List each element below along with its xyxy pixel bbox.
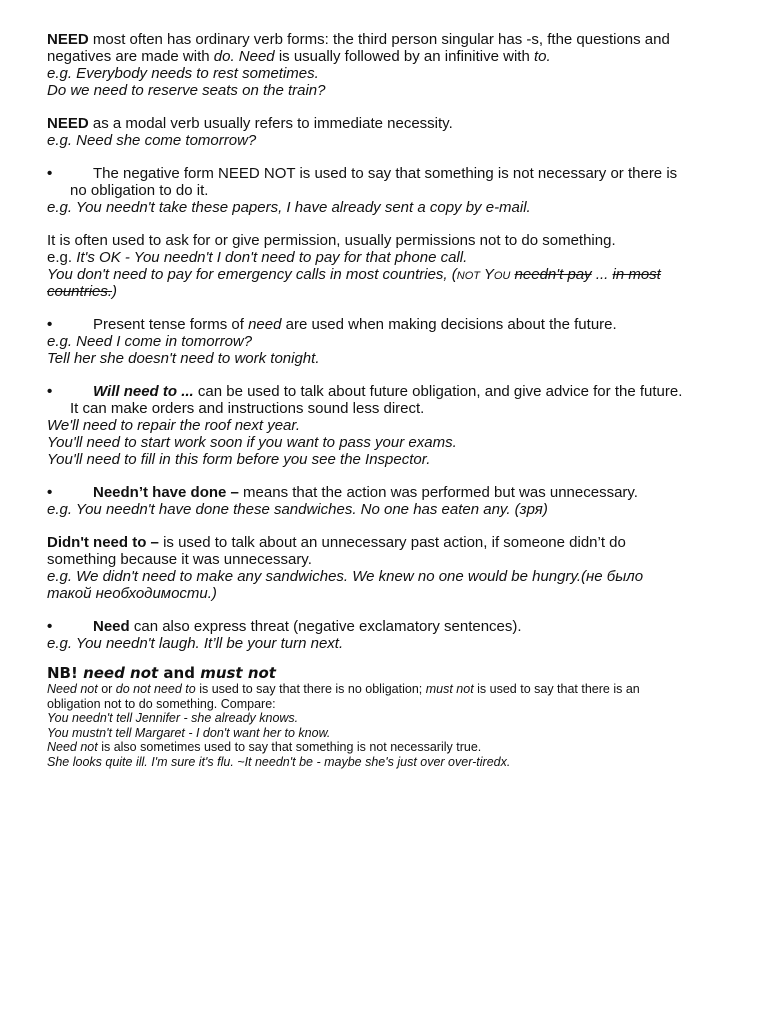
example-line xyxy=(47,283,707,300)
italic-text: Need not xyxy=(47,740,98,754)
bullet-item-need-not xyxy=(47,165,707,199)
example-line: She looks quite ill. I'm sure it's flu. ~It needn't be - maybe she's just over over-tiredx. xyxy=(47,754,511,769)
text: The negative form NEED NOT is used to say that something is not necessary or there is xyxy=(93,165,678,182)
text: is used to say that there is no obligation; xyxy=(195,682,426,696)
bold-term: NEED xyxy=(47,31,89,48)
italic-text: must not xyxy=(200,664,276,682)
text: e.g. xyxy=(47,249,77,266)
text: or xyxy=(97,682,116,696)
text: is used to say that there is an xyxy=(473,682,640,696)
paragraph-line xyxy=(47,48,707,65)
text xyxy=(93,618,707,635)
bullet-item-neednt-have-done xyxy=(47,484,707,501)
text xyxy=(47,682,707,697)
example-line xyxy=(47,266,707,283)
example-line: Do we need to reserve seats on the train? xyxy=(47,82,326,99)
nb-body xyxy=(47,682,707,769)
text: can be used to talk about future obligation, and give advice for the future. xyxy=(193,383,683,400)
text: no obligation to do it. xyxy=(70,182,209,199)
text: means that the action was performed but was unnecessary. xyxy=(238,484,638,501)
example-line: e.g. You needn't laugh. It’ll be your turn next. xyxy=(47,635,344,652)
text: It can make orders and instructions sound less direct. xyxy=(70,400,425,417)
italic-text: You don't need to pay for emergency calls in most countries, ( xyxy=(47,266,457,283)
bullet-icon: • xyxy=(47,618,53,635)
bold-term: Needn’t have done – xyxy=(93,484,239,501)
example-line: You needn't tell Jennifer - she already knows. xyxy=(47,711,299,725)
example-line: Tell her she doesn't need to work tonight. xyxy=(47,350,320,367)
bullet-item-need-threat xyxy=(47,618,707,635)
text: negatives are made with xyxy=(47,48,214,65)
example-line: e.g. Need she come tomorrow? xyxy=(47,132,257,149)
text: can also express threat (negative exclamatory sentences). xyxy=(129,618,522,635)
text: as a modal verb usually refers to immediate necessity. xyxy=(88,115,453,132)
example-line: You mustn't tell Margaret - I don't want her to know. xyxy=(47,725,331,740)
italic-text: do not need to xyxy=(115,682,196,696)
text: NB! xyxy=(47,664,84,682)
paragraph-line: something because it was unnecessary. xyxy=(47,551,312,568)
strikethrough-text: needn't pay xyxy=(514,266,592,283)
paragraph-didnt-need-to xyxy=(47,534,707,551)
example-line xyxy=(47,249,707,266)
italic-text: It's OK - You needn't I don't need to pay for that phone call. xyxy=(76,249,468,266)
example-line: You'll need to fill in this form before you see the Inspector. xyxy=(47,451,431,468)
bullet-item-will-need-to xyxy=(47,383,707,417)
italic-text: must not xyxy=(425,682,474,696)
text: is usually followed by an infinitive with xyxy=(274,48,534,65)
nb-heading xyxy=(47,664,707,682)
bullet-icon: • xyxy=(47,165,53,182)
text: is used to talk about an unnecessary past action, if someone didn’t do xyxy=(158,534,626,551)
bullet-icon: • xyxy=(47,484,53,501)
example-line: e.g. You needn't have done these sandwiches. No one has eaten any. (зря) xyxy=(47,501,548,518)
bold-italic-term: Will need to ... xyxy=(93,383,194,400)
text: obligation not to do something. Compare: xyxy=(47,696,276,711)
bold-term: Need xyxy=(93,618,130,635)
italic-text: Need not xyxy=(47,682,98,696)
strikethrough-text: in most xyxy=(612,266,661,283)
italic-text: need not xyxy=(83,664,159,682)
italic-text: ... xyxy=(591,266,613,283)
paragraph-need-ordinary xyxy=(47,31,707,48)
bullet-icon: • xyxy=(47,316,53,333)
example-line: You'll need to start work soon if you want to pass your exams. xyxy=(47,434,457,451)
example-line: такой необходимости.) xyxy=(47,585,217,602)
italic-text: to. xyxy=(533,48,551,65)
text: most often has ordinary verb forms: the third person singular has -s, fthe questions and xyxy=(88,31,670,48)
text: Present tense forms of xyxy=(93,316,249,333)
small-caps-text: not You xyxy=(456,266,511,283)
text xyxy=(93,316,707,333)
italic-text: ) xyxy=(112,283,118,300)
italic-text: do. Need xyxy=(213,48,275,65)
strikethrough-text: countries. xyxy=(47,283,113,300)
paragraph-permission: It is often used to ask for or give permission, usually permissions not to do something. xyxy=(47,232,616,249)
bullet-item-present-tense xyxy=(47,316,707,333)
text: are used when making decisions about the future. xyxy=(281,316,617,333)
text xyxy=(47,740,707,755)
text: and xyxy=(158,664,201,682)
example-line: We'll need to repair the roof next year. xyxy=(47,417,301,434)
text xyxy=(93,383,707,400)
text: is also sometimes used to say that something is not necessarily true. xyxy=(97,740,482,754)
bullet-icon: • xyxy=(47,383,53,400)
example-line: e.g. Everybody needs to rest sometimes. xyxy=(47,65,319,82)
example-line: e.g. Need I come in tomorrow? xyxy=(47,333,253,350)
italic-text: need xyxy=(248,316,282,333)
bold-term: NEED xyxy=(47,115,89,132)
paragraph-need-modal xyxy=(47,115,707,132)
example-line: e.g. We didn't need to make any sandwiches. We knew no one would be hungry.(не было xyxy=(47,568,644,585)
example-line: e.g. You needn't take these papers, I have already sent a copy by e-mail. xyxy=(47,199,531,216)
bold-term: Didn't need to – xyxy=(47,534,159,551)
text xyxy=(93,484,707,501)
document-body xyxy=(47,31,707,769)
